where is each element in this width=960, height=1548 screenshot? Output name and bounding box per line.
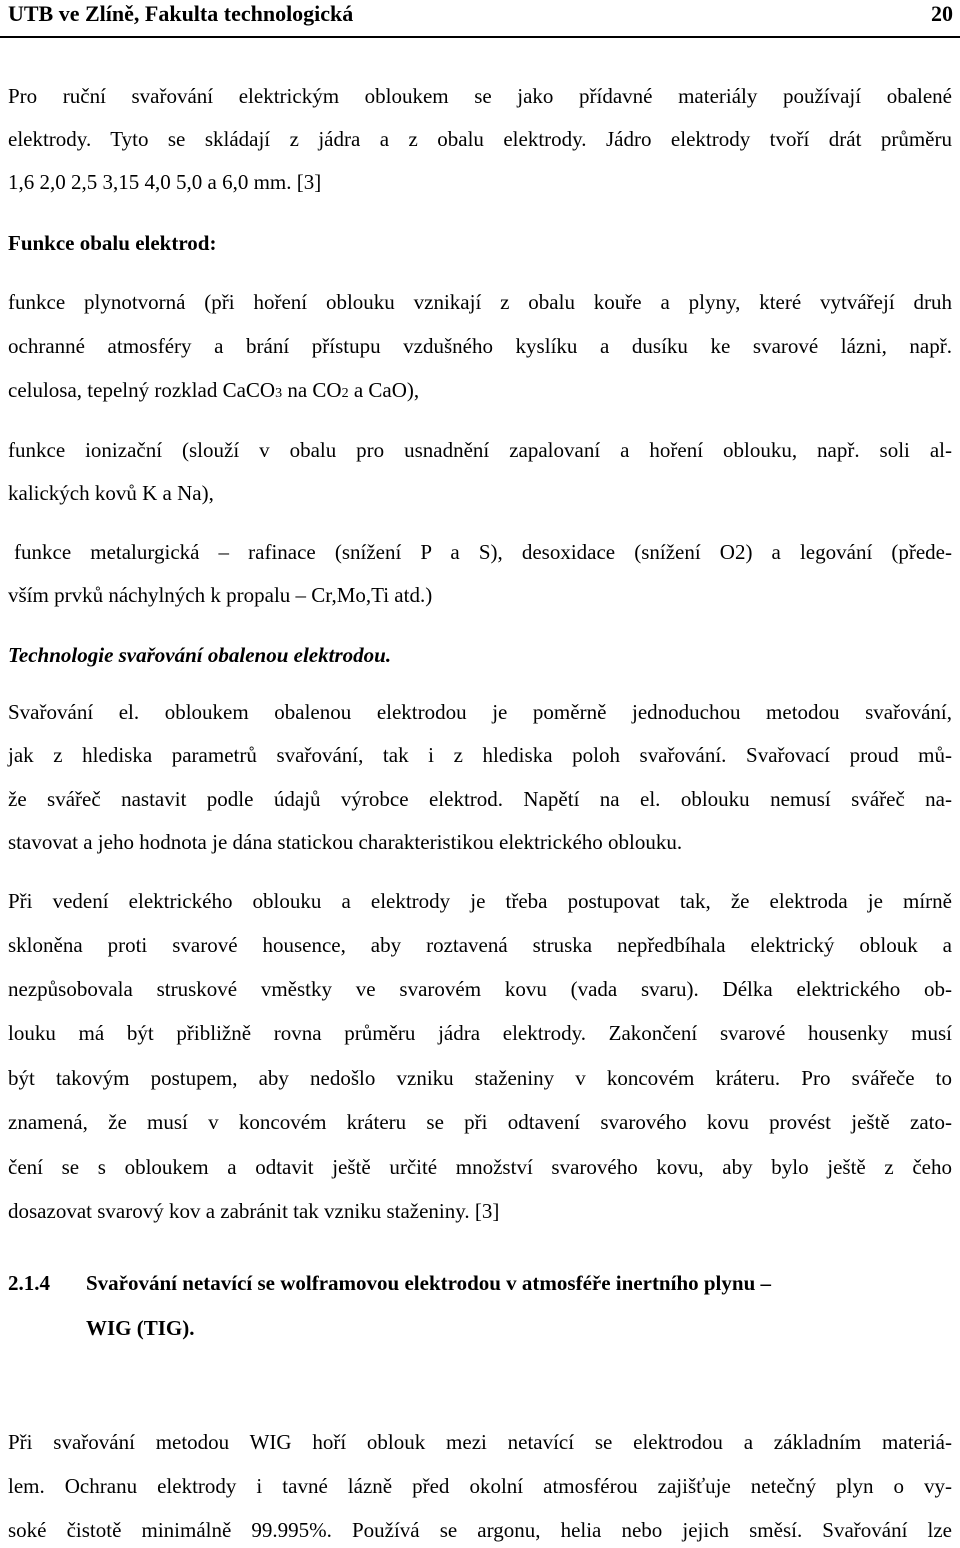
gas-function-text-b: na CO (282, 378, 342, 402)
intro-line-3: 1,6 2,0 2,5 3,15 4,0 5,0 a 6,0 mm. [3] (8, 170, 322, 194)
page-number: 20 (931, 1, 953, 26)
functions-heading: Funkce obalu elektrod: (8, 231, 217, 255)
paragraph2-line-2: skloněna proti svarové housence, aby roztavená struska nepředbíhala elektrický oblouk a (8, 933, 952, 957)
gas-function-line-1: funkce plynotvorná (při hoření oblouku vznikají z obalu kouře a plyny, které vytvářejí druh (8, 290, 952, 314)
paragraph2-line-8: dosazovat svarový kov a zabránit tak vzniku staženiny. [3] (8, 1199, 500, 1223)
paragraph2-line-6: znamená, že musí v koncovém kráteru se při odtavení svarového kovu provést ještě zato- (8, 1110, 952, 1134)
ionization-function-line-2: kalických kovů K a Na), (8, 481, 214, 505)
gas-function-line-3 (8, 380, 419, 401)
section-title-line-1: Svařování netavící se wolframovou elektrodou v atmosféře inertního plynu – (86, 1271, 772, 1295)
caco3-subscript: 3 (275, 386, 283, 401)
paragraph2-line-3: nezpůsobovala struskové vměstky ve svarovém kovu (vada svaru). Délka elektrického ob- (8, 977, 952, 1001)
technology-heading: Technologie svařování obalenou elektrodou. (8, 643, 392, 667)
paragraph1-line-2: jak z hlediska parametrů svařování, tak i z hlediska poloh svařování. Svařovací proud mů- (8, 743, 952, 767)
paragraph3-line-3: soké čistotě minimálně 99.995%. Používá se argonu, helia nebo jejich směsí. Svařování lze (8, 1518, 952, 1542)
paragraph3-line-2: lem. Ochranu elektrody i tavné lázně před okolní atmosférou zajišťuje netečný plyn o vy- (8, 1474, 952, 1498)
paragraph2-line-5: být takovým postupem, aby nedošlo vzniku staženiny v koncovém kráteru. Pro svářeče to (8, 1066, 952, 1090)
paragraph3-line-1: Při svařování metodou WIG hoří oblouk mezi netavící se elektrodou a základním materiá- (8, 1430, 952, 1454)
gas-function-text-a: celulosa, tepelný rozklad CaCO (8, 378, 276, 402)
paragraph1-line-1: Svařování el. obloukem obalenou elektrodou je poměrně jednoduchou metodou svařování, (8, 700, 952, 724)
paragraph1-line-4: stavovat a jeho hodnota je dána statickou charakteristikou elektrického oblouku. (8, 830, 683, 854)
paragraph2-line-1: Při vedení elektrického oblouku a elektrody je třeba postupovat tak, že elektroda je mírně (8, 889, 952, 913)
metallurgical-function-line-2: vším prvků náchylných k propalu – Cr,Mo,Ti atd.) (8, 583, 433, 607)
section-title-line-2: WIG (TIG). (86, 1316, 195, 1340)
co2-subscript: 2 (341, 386, 349, 401)
ionization-function-line-1: funkce ionizační (slouží v obalu pro usnadnění zapalovaní a hoření oblouku, např. soli al- (8, 438, 952, 462)
metallurgical-function-line-1: funkce metalurgická – rafinace (snížení P a S), desoxidace (snížení O2) a legování (přede- (14, 540, 952, 564)
intro-line-1: Pro ruční svařování elektrickým obloukem se jako přídavné materiály používají obalené (8, 84, 952, 108)
section-number: 2.1.4 (8, 1271, 50, 1295)
paragraph2-line-4: louku má být přibližně rovna průměru jádra elektrody. Zakončení svarové housenky musí (8, 1021, 952, 1045)
header-title: UTB ve Zlíně, Fakulta technologická (8, 1, 354, 26)
paragraph1-line-3: že svářeč nastavit podle údajů výrobce elektrod. Napětí na el. oblouku nemusí svářeč na- (8, 787, 952, 811)
running-header (0, 0, 960, 38)
intro-line-2: elektrody. Tyto se skládají z jádra a z obalu elektrody. Jádro elektrody tvoří drát průměru (8, 127, 952, 151)
gas-function-line-2: ochranné atmosféry a brání přístupu vzdušného kyslíku a dusíku ke svarové lázni, např. (8, 334, 952, 358)
paragraph2-line-7: čení se s obloukem a odtavit ještě určité množství svarového kovu, aby bylo ještě z čeho (8, 1155, 952, 1179)
gas-function-text-c: a CaO), (348, 378, 420, 402)
